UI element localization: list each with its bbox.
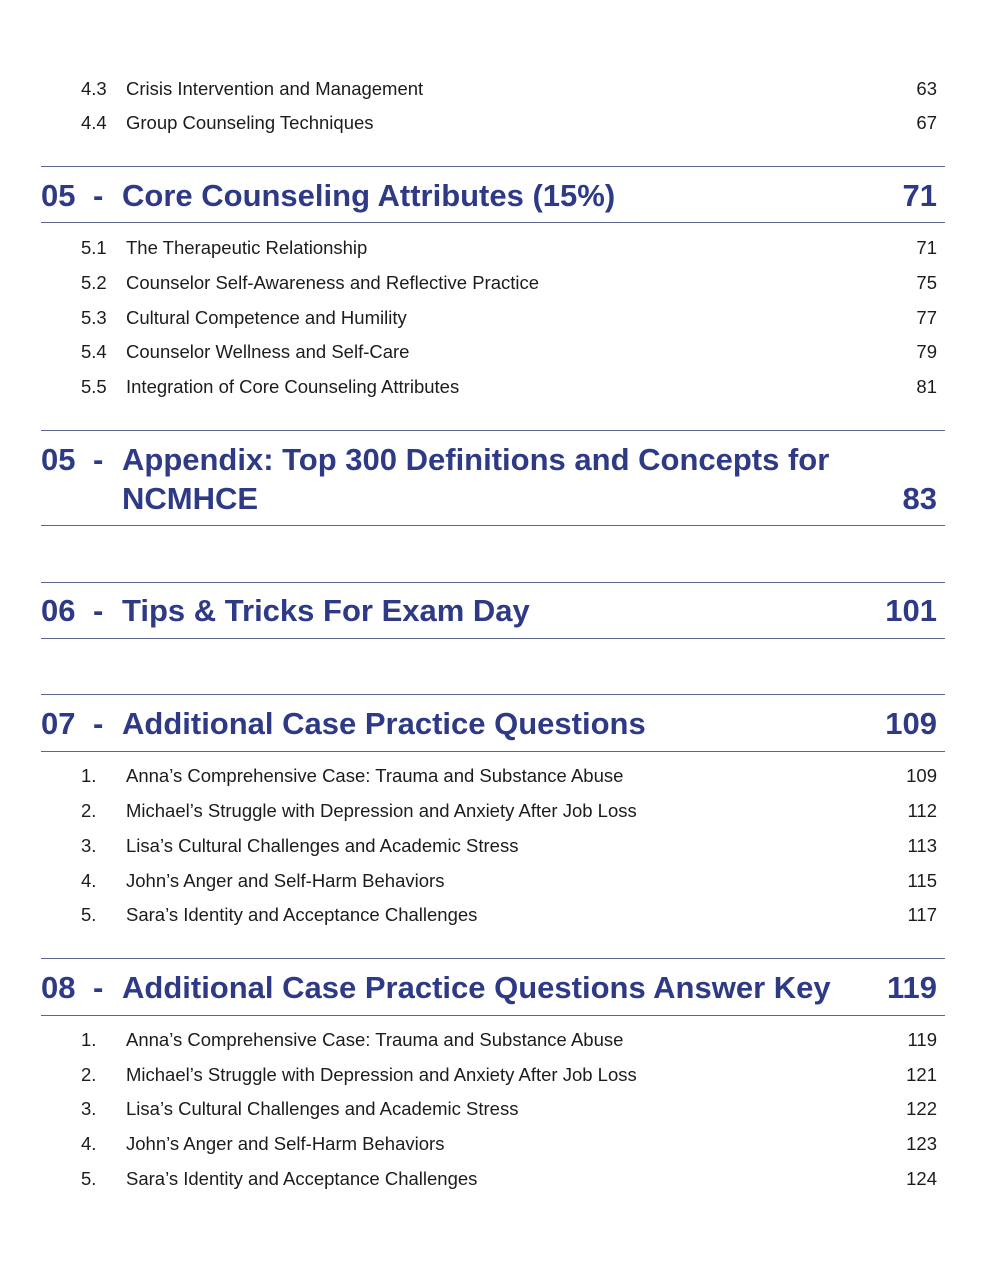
entry-title: Sara’s Identity and Acceptance Challenges: [126, 1168, 478, 1189]
toc-entry[interactable]: [0, 373, 994, 401]
toc-entry[interactable]: [0, 304, 994, 332]
entry-title: Group Counseling Techniques: [126, 112, 374, 133]
chapter-dash: -: [93, 178, 104, 213]
chapter-number: 06: [41, 593, 76, 628]
entry-number: 2.: [81, 1064, 97, 1085]
toc-entry[interactable]: [0, 797, 994, 825]
toc-entry[interactable]: [0, 762, 994, 790]
chapter-page: 119: [886, 970, 937, 1005]
entry-number: 3.: [81, 835, 97, 856]
entry-title: Crisis Intervention and Management: [126, 78, 424, 99]
entry-page: 123: [906, 1133, 937, 1154]
entry-number: 4.3: [81, 78, 107, 99]
divider: [41, 1015, 945, 1016]
chapter-page: 101: [885, 593, 937, 628]
toc-entry[interactable]: [0, 867, 994, 895]
entry-number: 5.: [81, 904, 97, 925]
entry-number: 2.: [81, 800, 97, 821]
toc-entry[interactable]: [0, 234, 994, 262]
toc-entry[interactable]: [0, 1130, 994, 1158]
divider: [41, 751, 945, 752]
entry-number: 4.4: [81, 112, 107, 133]
entry-page: 81: [916, 376, 937, 397]
toc-entry[interactable]: [0, 75, 994, 103]
chapter-page: 71: [902, 178, 937, 213]
entry-number: 3.: [81, 1098, 97, 1119]
entry-page: 109: [906, 765, 937, 786]
entry-page: 119: [907, 1029, 937, 1050]
toc-entry[interactable]: [0, 269, 994, 297]
divider: [41, 222, 945, 223]
chapter-page: 83: [902, 481, 937, 516]
toc-entry[interactable]: [0, 1061, 994, 1089]
chapter-title-line1: Appendix: Top 300 Definitions and Concepts for: [122, 442, 830, 477]
entry-page: 122: [906, 1098, 937, 1119]
chapter-dash: -: [93, 970, 104, 1005]
toc-entry[interactable]: [0, 1095, 994, 1123]
entry-page: 79: [916, 341, 937, 362]
entry-title: Cultural Competence and Humility: [126, 307, 407, 328]
entry-title: Anna’s Comprehensive Case: Trauma and Substance Abuse: [126, 765, 624, 786]
entry-title: Michael’s Struggle with Depression and Anxiety After Job Loss: [126, 1064, 637, 1085]
entry-page: 67: [916, 112, 937, 133]
entry-page: 63: [916, 78, 937, 99]
entry-page: 124: [906, 1168, 937, 1189]
divider: [41, 638, 945, 639]
entry-title: Sara’s Identity and Acceptance Challenges: [126, 904, 478, 925]
divider: [41, 525, 945, 526]
entry-number: 1.: [81, 765, 97, 786]
chapter-dash: -: [93, 442, 104, 477]
entry-title: Anna’s Comprehensive Case: Trauma and Substance Abuse: [126, 1029, 624, 1050]
entry-page: 115: [907, 870, 937, 891]
entry-number: 1.: [81, 1029, 97, 1050]
entry-number: 5.3: [81, 307, 107, 328]
entry-title: Michael’s Struggle with Depression and Anxiety After Job Loss: [126, 800, 637, 821]
chapter-number: 08: [41, 970, 76, 1005]
entry-number: 4.: [81, 1133, 97, 1154]
divider: [41, 958, 945, 959]
chapter-title: Core Counseling Attributes (15%): [122, 178, 616, 213]
entry-number: 5.4: [81, 341, 107, 362]
chapter-dash: -: [93, 593, 104, 628]
chapter-dash: -: [93, 706, 104, 741]
entry-page: 121: [906, 1064, 937, 1085]
divider: [41, 430, 945, 431]
chapter-title: Tips & Tricks For Exam Day: [122, 593, 530, 628]
entry-page: 77: [916, 307, 937, 328]
entry-page: 71: [916, 237, 937, 258]
chapter-number: 07: [41, 706, 76, 741]
chapter-title: Additional Case Practice Questions: [122, 706, 646, 741]
entry-number: 5.1: [81, 237, 107, 258]
toc-entry[interactable]: [0, 1165, 994, 1193]
entry-number: 5.2: [81, 272, 107, 293]
toc-entry[interactable]: [0, 338, 994, 366]
entry-title: Lisa’s Cultural Challenges and Academic Stress: [126, 835, 519, 856]
toc-entry[interactable]: [0, 832, 994, 860]
chapter-number: 05: [41, 442, 76, 477]
entry-page: 117: [907, 904, 937, 925]
entry-title: Integration of Core Counseling Attributes: [126, 376, 460, 397]
entry-page: 112: [907, 800, 937, 821]
entry-page: 113: [907, 835, 937, 856]
entry-number: 5.5: [81, 376, 107, 397]
chapter-number: 05: [41, 178, 76, 213]
chapter-heading[interactable]: [0, 441, 994, 519]
entry-title: John’s Anger and Self-Harm Behaviors: [126, 870, 445, 891]
divider: [41, 582, 945, 583]
toc-entry[interactable]: [0, 1026, 994, 1054]
toc-entry[interactable]: [0, 901, 994, 929]
divider: [41, 694, 945, 695]
chapter-page: 109: [885, 706, 937, 741]
entry-number: 5.: [81, 1168, 97, 1189]
entry-title: Lisa’s Cultural Challenges and Academic Stress: [126, 1098, 519, 1119]
entry-title: Counselor Self-Awareness and Reflective Practice: [126, 272, 540, 293]
entry-number: 4.: [81, 870, 97, 891]
entry-title: The Therapeutic Relationship: [126, 237, 368, 258]
toc-entry[interactable]: [0, 109, 994, 137]
divider: [41, 166, 945, 167]
chapter-title-line2: NCMHCE: [122, 481, 259, 516]
entry-title: Counselor Wellness and Self-Care: [126, 341, 410, 362]
chapter-title: Additional Case Practice Questions Answer Key: [122, 970, 831, 1005]
entry-title: John’s Anger and Self-Harm Behaviors: [126, 1133, 445, 1154]
entry-page: 75: [916, 272, 937, 293]
